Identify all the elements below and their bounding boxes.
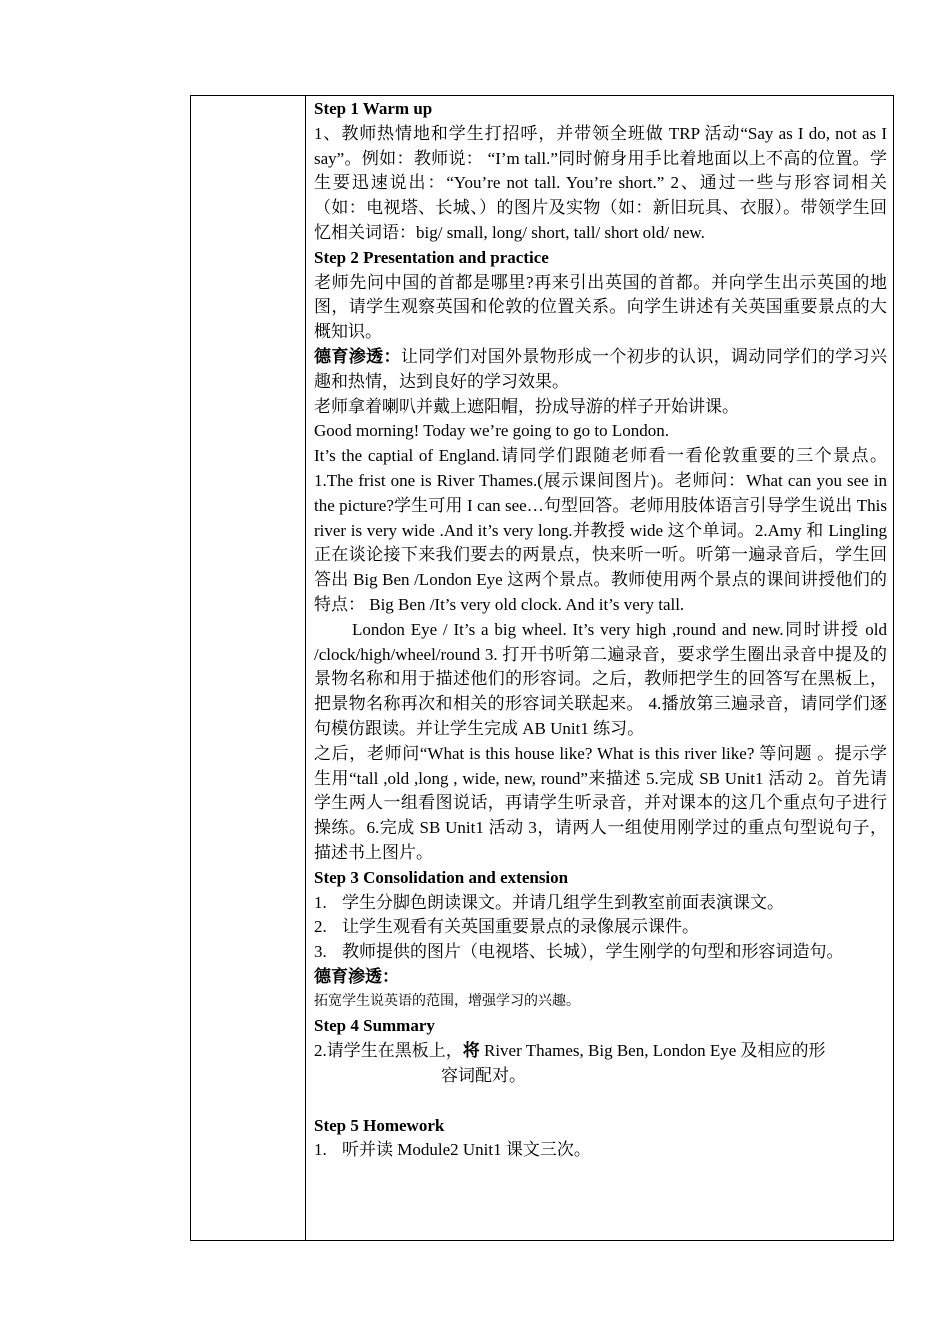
list-text: 学生分脚色朗读课文。并请几组学生到教室前面表演课文。 xyxy=(342,892,784,912)
step1-heading: Step 1 Warm up xyxy=(314,99,433,118)
step3-moral-text: 拓宽学生说英语的范围，增强学习的兴趣。 xyxy=(314,993,580,1009)
step3-list-item xyxy=(314,915,887,940)
step3-heading: Step 3 Consolidation and extension xyxy=(314,867,569,887)
step5-list-item xyxy=(314,1138,887,1163)
step4-continuation: 容词配对。 xyxy=(441,1066,526,1086)
list-text: 让学生观看有关英国重要景点的录像展示课件。 xyxy=(342,917,699,937)
step5-heading: Step 5 Homework xyxy=(314,1115,445,1135)
step2-moral-paragraph xyxy=(314,345,887,395)
column-divider xyxy=(305,96,306,1240)
step3-moral-label: 德育渗透： xyxy=(314,966,399,986)
moral-label: 德育渗透： xyxy=(314,346,401,366)
step3-list-item xyxy=(314,891,887,916)
list-number: 2. xyxy=(314,917,327,937)
step2-paragraph-4: It’s the captial of England.请同学们跟随老师看一看伦敦重要的三个景点。1.The frist one is River Thames.(展示课间图片)。老师问：What can you see in the picture?学生可用 I can see…句型回答。老师用肢体语言引导学生说出 This river is very wide .And it’s very long.并教授 wide 这个单词。2.Amy 和 Lingling 正在谈论接下来我们要去的两景点，快来听一听。听第一遍录音后，学生回答出 Big Ben /London Eye 这两个景点。教师使用两个景点的课间讲授他们的特点： Big Ben /It’s very old clock. And it’s very tall. xyxy=(314,446,887,614)
step4-text-post: River Thames, Big Ben, London Eye 及相应的形 xyxy=(479,1041,826,1061)
blank-line xyxy=(314,1089,887,1114)
step2-heading: Step 2 Presentation and practice xyxy=(314,247,549,267)
step2-paragraph-5: London Eye / It’s a big wheel. It’s very high ,round and new.同时讲授 old /clock/high/wheel/round 3. 打开书听第二遍录音，要求学生圈出录音中提及的景物名称和用于描述他们的形容词。之后，教师把学生的回答写在黑板上，把景物名称再次和相关的形容词关联起来。 4.播放第三遍录音，请同学们逐句模仿跟读。并让学生完成 AB Unit1 练习。 xyxy=(314,619,887,738)
step4-text-pre: 2.请学生在黑板上， xyxy=(314,1041,463,1061)
lesson-plan-table xyxy=(190,95,894,1241)
step2-paragraph-2: 老师拿着喇叭并戴上遮阳帽，扮成导游的样子开始讲课。 xyxy=(314,396,739,416)
step3-list-item xyxy=(314,940,887,965)
moral-text: 让同学们对国外景物形成一个初步的认识，调动同学们的学习兴趣和热情，达到良好的学习效果。 xyxy=(314,346,887,391)
list-number: 3. xyxy=(314,942,327,962)
step1-paragraph: 1、教师热情地和学生打招呼，并带领全班做 TRP 活动“Say as I do, not as I say”。例如：教师说： “I’m tall.”同时俯身用手比着地面以上不高的位置。学生要迅速说出：“You’re not tall. You’re short.” 2、通过一些与形容词相关（如：电视塔、长城、）的图片及实物（如：新旧玩具、衣服）。带领学生回忆相关词语：big/ small, long/ short, tall/ short old/ new. xyxy=(314,123,887,242)
step2-paragraph-3: Good morning! Today we’re going to go to London. xyxy=(314,421,669,441)
list-number: 1. xyxy=(314,892,327,912)
list-text: 教师提供的图片（电视塔、长城），学生刚学的句型和形容词造句。 xyxy=(342,942,844,962)
step4-heading: Step 4 Summary xyxy=(314,1016,435,1036)
list-number: 1. xyxy=(314,1140,327,1160)
step4-paragraph xyxy=(314,1039,887,1064)
step4-text-bold: 将 xyxy=(462,1041,480,1061)
step2-paragraph-1: 老师先问中国的首都是哪里?再来引出英国的首都。并向学生出示英国的地图，请学生观察英国和伦敦的位置关系。向学生讲述有关英国重要景点的大概知识。 xyxy=(314,272,887,342)
lesson-content-cell xyxy=(314,97,887,1163)
list-text: 听并读 Module2 Unit1 课文三次。 xyxy=(342,1140,591,1160)
step2-paragraph-6: 之后，老师问“What is this house like? What is this river like? 等问题 。提示学生用“tall ,old ,long , wide, new, round”来描述 5.完成 SB Unit1 活动 2。首先请学生两人一组看图说话，再请学生听录音，并对课本的这几个重点句子进行操练。6.完成 SB Unit1 活动 3，请两人一组使用刚学过的重点句型说句子，描述书上图片。 xyxy=(314,743,887,862)
